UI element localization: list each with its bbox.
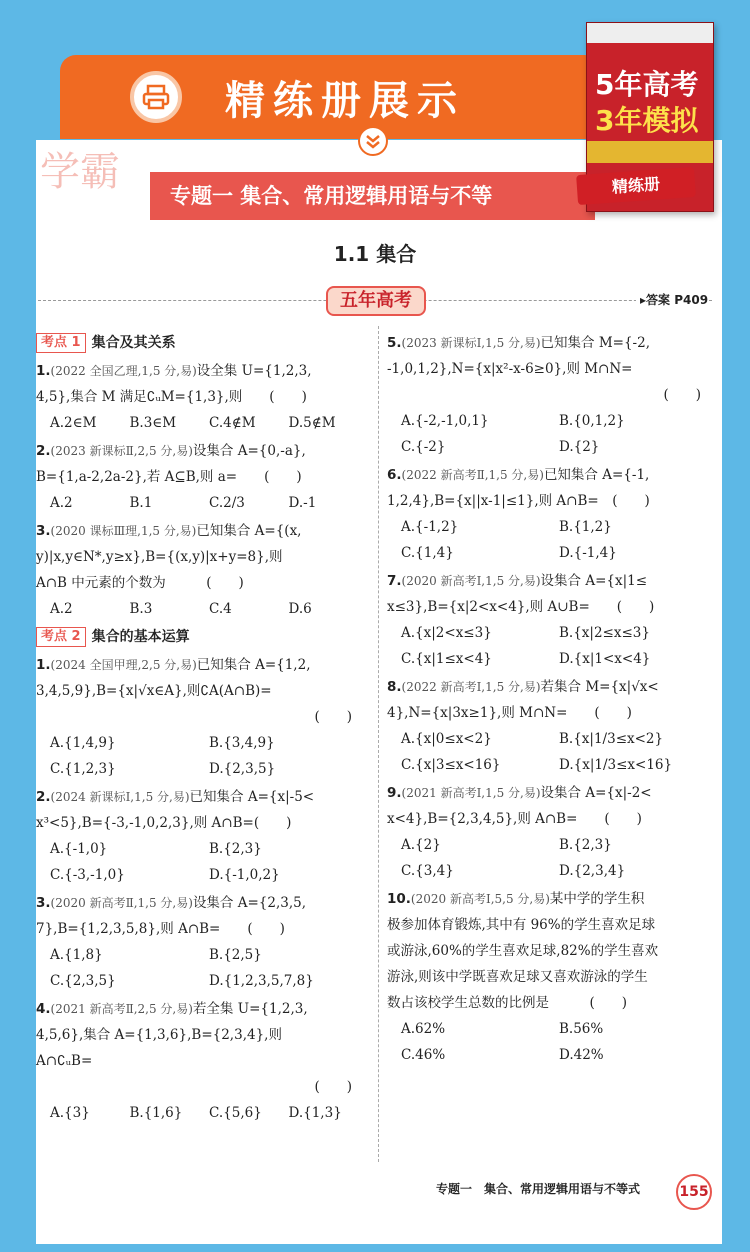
question (36, 784, 368, 888)
option: D.{2,3,5} (209, 761, 276, 777)
option: D.5∉M (288, 415, 336, 431)
topic-ribbon: 专题一 集合、常用逻辑用语与不等 (150, 172, 595, 220)
five-year-badge: 五年高考 (326, 286, 426, 316)
banner-title: 精练册展示 (225, 78, 465, 124)
options (36, 836, 368, 888)
question-line (36, 358, 368, 384)
question-text: 4},N={x|3x≥1},则 M∩N= ( ) (387, 705, 632, 721)
question-text: 已知集合 A={x|-5< (189, 789, 315, 805)
option: D.42% (559, 1047, 604, 1063)
option: C.{3,4} (401, 863, 454, 879)
question-text: B={1,a-2,2a-2},若 A⊆B,则 a= ( ) (36, 469, 302, 485)
kaodian-title: 集合的基本运算 (91, 629, 190, 645)
question-number: 1. (36, 657, 51, 673)
option: C.{1,2,3} (50, 761, 116, 777)
option: C.{1,4} (401, 545, 454, 561)
question-number: 3. (36, 523, 51, 539)
option: A.{-2,-1,0,1} (401, 413, 489, 429)
option: A.2 (50, 601, 73, 617)
question-source: (2021 新高考Ⅰ,1,5 分,易) (401, 786, 541, 800)
options (36, 490, 368, 516)
section-title: 1.1 集合 (333, 242, 417, 266)
question-text: 若集合 M={x|√x< (540, 679, 659, 695)
option: C.{x|3≤x<16} (401, 757, 501, 773)
question-text: 4,5,6},集合 A={1,3,6},B={2,3,4},则 (36, 1027, 282, 1043)
question-text: 设集合 A={0,-a}, (192, 443, 306, 459)
options (387, 832, 717, 884)
option: A.2∈M (50, 415, 97, 431)
option: D.{1,3} (288, 1105, 342, 1121)
question-line (36, 678, 368, 704)
book-tag: 精练册 (576, 167, 696, 205)
option: A.{3} (50, 1105, 90, 1121)
question (387, 886, 717, 1068)
page-number: 155 (676, 1174, 712, 1210)
question-text: 某中学的学生积 (549, 891, 645, 907)
answer-paren: ( ) (314, 1079, 352, 1095)
question-number: 5. (387, 335, 402, 351)
option: C.{5,6} (209, 1105, 262, 1121)
question-line (387, 700, 717, 726)
options (387, 408, 717, 460)
options (387, 1016, 717, 1068)
question (36, 890, 368, 994)
kaodian-title: 集合及其关系 (91, 335, 176, 351)
question-text: 已知集合 M={-2, (540, 335, 650, 351)
question-line (387, 806, 717, 832)
question-text: A∩∁ᵤB= (36, 1053, 93, 1069)
question-line (36, 784, 368, 810)
question-number: 9. (387, 785, 402, 801)
option: C.{-3,-1,0} (50, 867, 125, 883)
option: D.-1 (288, 495, 317, 511)
option: B.{x|2≤x≤3} (559, 625, 650, 641)
question-source: (2021 新高考Ⅱ,2,5 分,易) (50, 1002, 193, 1016)
chevron-down-icon (358, 126, 388, 156)
question-source: (2024 新课标Ⅰ,1,5 分,易) (50, 790, 190, 804)
question-line (387, 938, 717, 964)
book-cover (586, 22, 714, 212)
question-text: 已知集合 A={1,2, (196, 657, 311, 673)
question-line (36, 810, 368, 836)
question-line (36, 1022, 368, 1048)
question-source: (2022 新高考Ⅱ,1,5 分,易) (401, 468, 544, 482)
option: D.{x|1<x<4} (559, 651, 651, 667)
column-divider (378, 326, 379, 1162)
question-text: 设集合 A={x|-2< (540, 785, 652, 801)
question-text: y)|x,y∈N*,y≥x},B={(x,y)|x+y=8},则 (36, 549, 283, 565)
question (387, 568, 717, 672)
option: C.2/3 (209, 495, 245, 511)
question-text: x³<5},B={-3,-1,0,2,3},则 A∩B=( ) (36, 815, 292, 831)
question-line (36, 1048, 368, 1074)
question-number: 10. (387, 891, 411, 907)
question-number: 3. (36, 895, 51, 911)
kaodian-badge: 考点 1 (36, 333, 86, 353)
option: B.{x|1/3≤x<2} (559, 731, 664, 747)
question-text: x≤3},B={x|2<x<4},则 A∪B= ( ) (387, 599, 655, 615)
question (36, 358, 368, 436)
question-line (36, 518, 368, 544)
question-line (36, 384, 368, 410)
question-number: 6. (387, 467, 402, 483)
option: A.62% (401, 1021, 446, 1037)
question (36, 438, 368, 516)
question-text: 7},B={1,2,3,5,8},则 A∩B= ( ) (36, 921, 285, 937)
option: C.4∉M (209, 415, 256, 431)
question-text: A∩B 中元素的个数为 ( ) (36, 575, 244, 591)
option: B.{1,6} (129, 1105, 183, 1121)
question-number: 2. (36, 443, 51, 459)
question-number: 2. (36, 789, 51, 805)
question-line (36, 438, 368, 464)
kaodian-heading (36, 330, 368, 356)
question-text: 3,4,5,9},B={x|√x∈A},则∁A(A∩B)= (36, 683, 272, 699)
answer-paren: ( ) (663, 387, 701, 403)
question-line (387, 462, 717, 488)
right-column (387, 328, 717, 1068)
options (387, 514, 717, 566)
question-line (387, 886, 717, 912)
question (36, 518, 368, 622)
question-line (387, 964, 717, 990)
question (36, 652, 368, 782)
question (387, 674, 717, 778)
question-text: 若全集 U={1,2,3, (192, 1001, 308, 1017)
question-text: 或游泳,60%的学生喜欢足球,82%的学生喜欢 (387, 943, 659, 959)
option: C.4 (209, 601, 232, 617)
option: A.{-1,0} (50, 841, 108, 857)
question (387, 462, 717, 566)
question-text: 数占该校学生总数的比例是 ( ) (387, 995, 628, 1011)
question-source: (2020 新高考Ⅰ,1,5 分,易) (401, 574, 541, 588)
options (36, 730, 368, 782)
options (387, 726, 717, 778)
option: C.{-2} (401, 439, 446, 455)
option: B.3 (129, 601, 153, 617)
question-text: -1,0,1,2},N={x|x²-x-6≥0},则 M∩N= (387, 361, 633, 377)
option: B.{1,2} (559, 519, 612, 535)
option: B.56% (559, 1021, 604, 1037)
question-source: (2020 新高考Ⅰ,5,5 分,易) (410, 892, 550, 906)
question-line (387, 674, 717, 700)
question-line (36, 890, 368, 916)
option: D.6 (288, 601, 312, 617)
question-line (387, 912, 717, 938)
question (387, 780, 717, 884)
left-column (36, 328, 368, 1126)
question-source: (2020 课标Ⅲ理,1,5 分,易) (50, 524, 197, 538)
option: D.{2,3,4} (559, 863, 626, 879)
option: D.{1,2,3,5,7,8} (209, 973, 314, 989)
options (36, 942, 368, 994)
question-source: (2024 全国甲理,2,5 分,易) (50, 658, 197, 672)
option: B.{3,4,9} (209, 735, 275, 751)
question-source: (2020 新高考Ⅱ,1,5 分,易) (50, 896, 193, 910)
option: A.{1,4,9} (50, 735, 116, 751)
option: B.{0,1,2} (559, 413, 625, 429)
question-line (387, 594, 717, 620)
option: C.{x|1≤x<4} (401, 651, 492, 667)
option: A.{2} (401, 837, 441, 853)
options (387, 620, 717, 672)
question-line (387, 330, 717, 356)
option: C.{2,3,5} (50, 973, 116, 989)
question-line (36, 652, 368, 678)
question-source: (2023 新课标Ⅱ,2,5 分,易) (50, 444, 193, 458)
options (36, 1100, 368, 1126)
question-text: 极参加体育锻炼,其中有 96%的学生喜欢足球 (387, 917, 656, 933)
option: D.{x|1/3≤x<16} (559, 757, 673, 773)
option: A.2 (50, 495, 73, 511)
question-line (387, 780, 717, 806)
answer-paren: ( ) (314, 709, 352, 725)
question (387, 330, 717, 460)
option: B.3∈M (129, 415, 177, 431)
question-text: x<4},B={2,3,4,5},则 A∩B= ( ) (387, 811, 642, 827)
printer-icon (130, 71, 182, 123)
option: B.{2,3} (209, 841, 262, 857)
question (36, 996, 368, 1126)
question-number: 1. (36, 363, 51, 379)
option: A.{x|2<x≤3} (401, 625, 492, 641)
options (36, 410, 368, 436)
option: B.1 (129, 495, 153, 511)
option: A.{x|0≤x<2} (401, 731, 492, 747)
question-text: 已知集合 A={-1, (543, 467, 650, 483)
option: B.{2,3} (559, 837, 612, 853)
question-line (36, 464, 368, 490)
question-line (36, 996, 368, 1022)
option: D.{-1,4} (559, 545, 617, 561)
question-source: (2023 新课标Ⅰ,1,5 分,易) (401, 336, 541, 350)
book-title-line2: 3年模拟 (595, 104, 699, 137)
option: D.{2} (559, 439, 600, 455)
question-text: 1,2,4},B={x||x-1|≤1},则 A∩B= ( ) (387, 493, 650, 509)
question-line (387, 990, 717, 1016)
header-banner (60, 55, 600, 139)
footer-text: 专题一 集合、常用逻辑用语与不等式 (436, 1182, 641, 1196)
question-text: 设集合 A={x|1≤ (540, 573, 648, 589)
question-text: 设集合 A={2,3,5, (192, 895, 307, 911)
question-line (387, 488, 717, 514)
question-line (387, 568, 717, 594)
options (36, 596, 368, 622)
question-number: 8. (387, 679, 402, 695)
option: A.{-1,2} (401, 519, 459, 535)
book-title-line1: 5年高考 (595, 68, 699, 101)
question-line (36, 916, 368, 942)
kaodian-heading (36, 624, 368, 650)
option: B.{2,5} (209, 947, 262, 963)
option: D.{-1,0,2} (209, 867, 280, 883)
question-number: 4. (36, 1001, 51, 1017)
question-line (387, 356, 717, 382)
option: C.46% (401, 1047, 446, 1063)
answer-ref: ▸答案 P409 (636, 291, 708, 308)
question-source: (2022 新高考Ⅰ,1,5 分,易) (401, 680, 541, 694)
question-text: 4,5},集合 M 满足∁ᵤM={1,3},则 ( ) (36, 389, 307, 405)
option: A.{1,8} (50, 947, 103, 963)
kaodian-badge: 考点 2 (36, 627, 86, 647)
question-line (36, 570, 368, 596)
decorative-text: 学霸 (40, 149, 120, 195)
question-text: 游泳,则该中学既喜欢足球又喜欢游泳的学生 (387, 969, 648, 985)
question-text: 已知集合 A={(x, (196, 523, 302, 539)
question-line (36, 544, 368, 570)
question-source: (2022 全国乙理,1,5 分,易) (50, 364, 197, 378)
question-number: 7. (387, 573, 402, 589)
question-text: 设全集 U={1,2,3, (196, 363, 312, 379)
